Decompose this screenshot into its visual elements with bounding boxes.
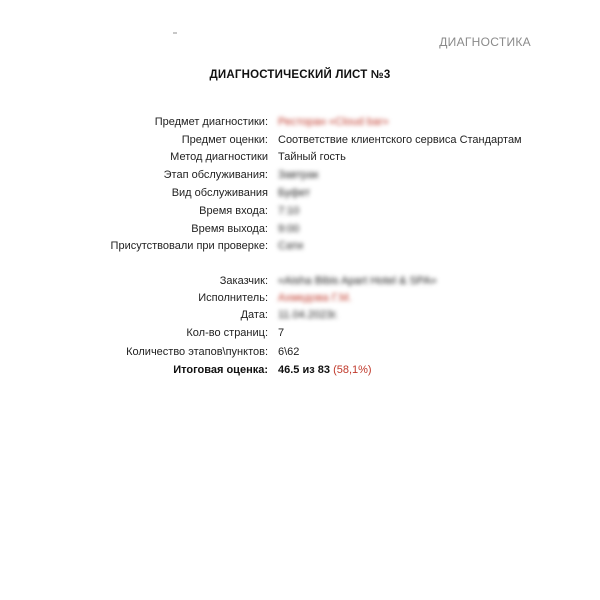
field-row-total-score — [0, 362, 600, 378]
field-label: Присутствовали при проверке: — [110, 240, 268, 252]
field-label: Дата: — [240, 309, 268, 321]
field-row-entry-time — [0, 203, 600, 219]
field-value: 7 — [278, 327, 285, 339]
field-label: Количество этапов\пунктов: — [126, 346, 268, 358]
field-value: Тайный гость — [278, 151, 346, 163]
field-row-page-count — [0, 325, 600, 341]
field-value: 11.04.2023г. — [278, 309, 338, 321]
field-label: Исполнитель: — [198, 292, 268, 304]
scan-mark — [173, 32, 177, 34]
field-row-date — [0, 307, 600, 323]
field-label: Метод диагностики — [170, 151, 268, 163]
field-label: Вид обслуживания — [171, 187, 268, 199]
total-label: Итоговая оценка: — [173, 364, 268, 376]
field-label: Предмет диагностики: — [154, 116, 268, 128]
field-row-service-type — [0, 185, 600, 201]
field-row-method — [0, 149, 600, 165]
document-title: ДИАГНОСТИЧЕСКИЙ ЛИСТ №3 — [209, 69, 391, 81]
field-label: Этап обслуживания: — [163, 169, 268, 181]
field-row-assessment-subject — [0, 132, 600, 148]
field-value: Буфет — [278, 187, 311, 199]
field-label: Время выхода: — [191, 223, 268, 235]
field-value: Завтрак — [278, 169, 319, 181]
total-score: 46.5 из 83 — [278, 364, 330, 376]
field-value: 7:10 — [278, 205, 300, 217]
field-row-present — [0, 238, 600, 254]
field-value: «Aisha Bibis Apart Hotel & SPA» — [278, 275, 437, 287]
field-label: Заказчик: — [219, 275, 268, 287]
field-label: Кол-во страниц: — [186, 327, 268, 339]
field-value: Ахмедова Г.М. — [278, 292, 352, 304]
page-header-label: ДИАГНОСТИКА — [439, 35, 531, 49]
field-value: 6\62 — [278, 346, 300, 358]
field-row-stages-count — [0, 344, 600, 360]
field-label: Время входа: — [199, 205, 268, 217]
field-value: Сати — [278, 240, 304, 252]
field-row-diagnostic-subject — [0, 114, 600, 130]
field-label: Предмет оценки: — [181, 134, 268, 146]
field-value: Ресторан «Cloud bar» — [278, 116, 389, 128]
field-row-executor — [0, 290, 600, 306]
field-row-exit-time — [0, 221, 600, 237]
field-row-customer — [0, 273, 600, 289]
field-value: 9:00 — [278, 223, 300, 235]
total-value — [278, 362, 372, 378]
field-row-service-stage — [0, 167, 600, 183]
field-value: Соответствие клиентского сервиса Стандартам — [278, 134, 522, 146]
total-percent: (58,1%) — [333, 364, 372, 376]
